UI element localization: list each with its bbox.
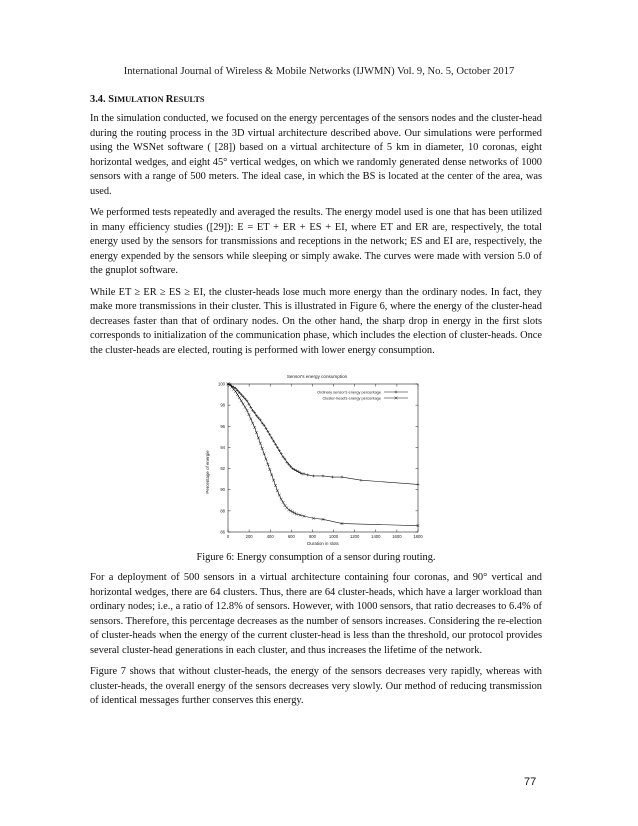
chart-y-axis-label: Percentage of energie <box>205 450 210 494</box>
figure-6 <box>90 370 542 550</box>
y-tick-label: 88 <box>220 508 225 514</box>
x-tick-label: 600 <box>287 534 295 539</box>
y-tick-label: 98 <box>220 402 225 408</box>
y-tick-label: 96 <box>220 423 225 429</box>
section-number: 3.4. <box>90 94 109 105</box>
page-content <box>90 94 542 716</box>
chart-series-group <box>227 383 420 527</box>
paragraph-1: In the simulation conducted, we focused on the energy percentages of the sensors nodes and the cluster-head during the routing process in the 3D virtual architecture described above. Our simulations were performed using the WSNet software ( [28]) based on a virtual architecture of 5 km in diameter, 10 coronas, eight horizontal wedges, and eight 45° vertical wedges, on which we randomly generated dense networks of 1000 sensors with a range of 500 meters. The ideal case, in which the BS is located at the center of the area, was used. <box>90 113 542 197</box>
paragraph-5: Figure 7 shows that without cluster-heads, the energy of the sensors decreases very rapidly, whereas with cluster-heads, the overall energy of the sensors decreases very slowly. Our method of reducing transmission of identical messages further conserves this energy. <box>90 666 542 706</box>
x-tick-label: 1400 <box>371 534 381 539</box>
y-tick-label: 90 <box>220 487 225 493</box>
section-initial-1: S <box>108 94 114 105</box>
y-tick-label: 86 <box>220 529 225 535</box>
paragraph-2: We performed tests repeatedly and averaged the results. The energy model used is one that has been utilized in many efficiency studies ([29]): E = ET + ER + ES + EI, where ET and ER are, respectively, the total energy used by the sensors for transmissions and receptions in the network; ES and EI are, respectively, the energy expended by the sensors while sleeping or simply awake. The curves were made with version 5.0 of the gnuplot software. <box>90 207 542 276</box>
plot-frame <box>228 384 418 532</box>
section-rest-2: ESULTS <box>173 95 205 104</box>
series-line <box>228 384 418 526</box>
y-tick-label: 92 <box>220 466 225 472</box>
x-tick-label: 400 <box>266 534 274 539</box>
section-initial-2: R <box>165 94 174 105</box>
x-tick-label: 1000 <box>328 534 339 539</box>
x-tick-label: 1200 <box>350 534 360 539</box>
x-tick-label: 800 <box>308 534 316 539</box>
page-number: 77 <box>524 776 537 788</box>
x-tick-label: 0 <box>226 534 230 539</box>
legend-label: Ordinary sensor's energy percentage <box>317 389 381 395</box>
journal-header: International Journal of Wireless & Mobile Networks (IJWMN) Vol. 9, No. 5, October 2017 <box>123 66 515 77</box>
chart-legend <box>317 389 408 400</box>
chart-title: Sensor's energy consumption <box>286 374 348 379</box>
paragraph-4: For a deployment of 500 sensors in a virtual architecture containing four coronas, and 90° vertical and horizontal wedges, there are 64 clusters. Thus, there are 64 cluster-heads, which have a larger workload than ordinary nodes; i.e., a ratio of 12.8% of sensors. However, with 1000 sensors, that ratio decreases to 6.4% of sensors. Therefore, this percentage decreases as the number of sensors increases. Considering the re-election of cluster-heads when the energy of the current cluster-head is less than the threshold, our protocol provides several cluster-head generations in each cluster, and thus increases the lifetime of the network. <box>90 572 542 656</box>
x-tick-label: 200 <box>245 534 253 539</box>
x-tick-label: 1600 <box>392 534 402 539</box>
energy-chart <box>90 370 542 550</box>
y-tick-label: 100 <box>218 381 225 387</box>
chart-x-axis-label: Duration in slots <box>307 541 339 546</box>
paragraph-3: While ET ≥ ER ≥ ES ≥ EI, the cluster-heads lose much more energy than the ordinary nodes. In fact, they make more transmissions in their cluster. This is illustrated in Figure 6, where the energy of the cluster-head decreases faster than that of ordinary nodes. On the other hand, the sharp drop in energy in the first slots corresponds to initialization of the communication phase, which includes the election of cluster-heads. Once the cluster-heads are elected, routing is performed with lower energy consumption. <box>90 286 542 356</box>
chart-series-2 <box>227 383 420 527</box>
y-tick-label: 94 <box>220 444 225 450</box>
section-rest-1: IMULATION <box>113 95 166 104</box>
section-heading <box>90 94 542 105</box>
x-tick-label: 1800 <box>413 534 423 539</box>
figure-caption: Figure 6: Energy consumption of a sensor during routing. <box>196 552 436 563</box>
legend-label: Cluster-head's energy percentage <box>322 395 381 401</box>
